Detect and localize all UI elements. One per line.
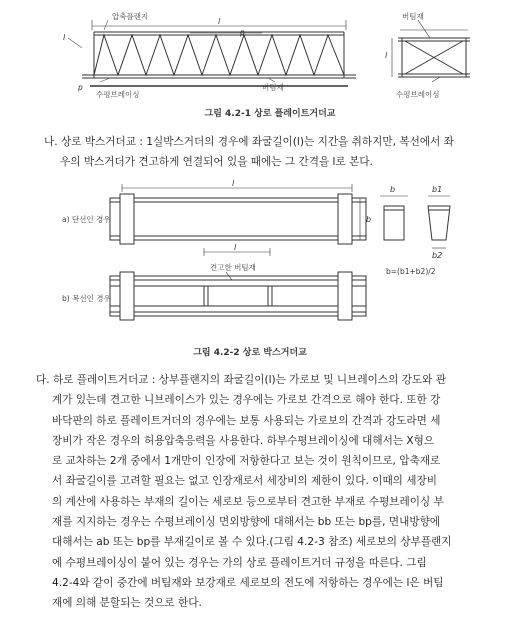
dimension-b-section: b	[390, 185, 396, 194]
figure-4-2-1-caption: 그림 4.2-1 상로 플레이트거더교	[204, 109, 336, 119]
paragraph-da-line: 바닥판의 하로 플레이트거더의 경우에는 보통 사용되는 가로보의 간격과 강도라면 세	[52, 414, 441, 427]
dimension-l-mid: l	[234, 243, 237, 252]
dimension-b-top: b	[366, 215, 372, 224]
paragraph-da-line: 다. 하로 플레이트거더교 : 상부플랜지의 좌굴길이(l)는 가로보 및 니브레이스의 강도와 관	[36, 374, 446, 386]
paragraph-da-line: 4.2-4와 같이 중간에 버팀재와 보강재로 세로보의 전도에 저항하는 경우에는 l은 버팀	[52, 576, 444, 589]
case-b-label: b) 복선인 경우	[62, 294, 111, 303]
paragraph-da	[36, 370, 510, 614]
paragraph-da-line: 계가 있는데 견고한 니브레이스가 있는 경우에는 가로보 간격으로 해야 한다. 또한 강	[52, 394, 441, 407]
dimension-p-label: p	[240, 28, 245, 37]
plate-girder-side-view	[82, 20, 356, 86]
paragraph-da-line: 에 수평브레이싱이 붙어 있는 경우는 가의 상로 플레이트거더 규정을 따른다. 그림	[52, 556, 427, 569]
paragraph-na	[44, 132, 506, 173]
left-p-label: p	[78, 83, 83, 92]
figure-4-2-2-drawing	[0, 176, 516, 346]
paragraph-da-line: 장비가 작은 경우의 허용압축응력을 사용한다. 하부수평브레이싱에 대해서는 X형으	[52, 434, 435, 447]
formula-label: b=(b1+b2)/2	[386, 267, 436, 276]
bracing-bottom-label: 버팀재	[262, 83, 284, 92]
case-a-label: a) 단선인 경우	[62, 215, 111, 224]
paragraph-da-line: 의 계산에 사용하는 부재의 길이는 세로보 등으로부터 견고한 부재로 수평브레이싱 부	[52, 495, 444, 508]
cross-section-l-label: l	[385, 51, 388, 60]
figure-4-2-1-drawing	[0, 0, 516, 100]
dimension-l-top: l	[232, 179, 235, 188]
left-l-label: l	[63, 33, 66, 42]
strong-bracing-label: 견고한 버팀재	[210, 263, 256, 272]
figure-4-2-2-caption: 그림 4.2-2 상로 박스거더교	[193, 348, 307, 358]
dimension-b2-label: b2	[432, 251, 443, 260]
paragraph-da-line: 로 교차하는 2개 중에서 1개만이 인장에 저항한다고 보는 것이 원칙이므로, 압축재로	[52, 455, 441, 468]
horizontal-bracing-right-label: 수평브레이싱	[396, 90, 440, 99]
box-section-details	[380, 196, 450, 248]
dimension-l-label: l	[218, 17, 221, 26]
horizontal-bracing-left-label: 수평브레이싱	[96, 90, 140, 99]
paragraph-da-line: 재를 지지하는 경우는 수평브레이싱 면외방향에 대해서는 bb 또는 bp를, 면내방향에	[52, 516, 441, 529]
paragraph-na-line: 우의 박스거더가 견고하게 연결되어 있을 때에는 그 간격을 l로 본다.	[60, 156, 373, 169]
paragraph-da-line: 재에 의해 분할되는 것으로 한다.	[52, 597, 202, 610]
plate-girder-cross-section	[392, 20, 470, 82]
box-girder-double-plan	[110, 248, 366, 320]
paragraph-na-line: 나. 상로 박스거더교 : 1실박스거더의 경우에 좌굴길이(l)는 지간을 취하지만, 복선에서 좌	[44, 136, 454, 148]
paragraph-da-line: 대해서는 ab 또는 bp를 부재길이로 볼 수 있다.(그림 4.2-3 참조) 세로보의 상부플랜지	[52, 536, 452, 549]
bracing-top-label: 버팀재	[402, 12, 424, 21]
compression-flange-label: 압축플랜지	[112, 12, 149, 21]
paragraph-da-line: 서 좌굴길이를 고려할 필요는 없고 인장재로서 세장비의 제한이 있다. 이때의 세장비	[52, 475, 437, 488]
dimension-b1-label: b1	[432, 185, 443, 194]
box-girder-single-plan	[110, 184, 366, 244]
